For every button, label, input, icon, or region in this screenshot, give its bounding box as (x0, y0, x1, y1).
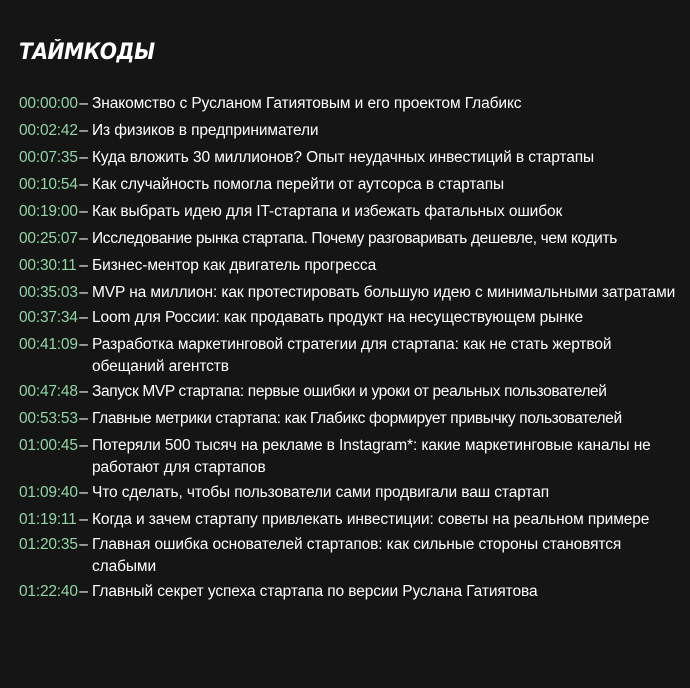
timecode-row[interactable] (19, 534, 684, 578)
separator-dash: – (79, 309, 88, 326)
chapter-title: Что сделать, чтобы пользователи сами продвигали ваш стартап (92, 484, 550, 501)
timecode-link[interactable]: 00:25:07 (19, 230, 78, 247)
chapter-title: Главные метрики стартапа: как Глабикс формирует привычку пользователей (92, 410, 622, 427)
separator-dash: – (79, 176, 88, 193)
chapter-title: Разработка маркетинговой стратегии для стартапа: как не стать жертвой обещаний агентств (92, 336, 612, 375)
chapter-title: Как выбрать идею для IT-стартапа и избежать фатальных ошибок (92, 203, 563, 220)
timecode-row[interactable] (19, 509, 684, 531)
chapter-title: Из физиков в предприниматели (92, 122, 319, 139)
chapter-title: Бизнес-ментор как двигатель прогресса (92, 257, 377, 274)
timecode-link[interactable]: 00:41:09 (19, 336, 78, 353)
timecode-link[interactable]: 01:09:40 (19, 484, 78, 501)
timecode-row[interactable] (19, 147, 684, 169)
timecode-row[interactable] (19, 201, 684, 223)
chapter-title: Когда и зачем стартапу привлекать инвестиции: советы на реальном примере (92, 511, 650, 528)
separator-dash: – (79, 383, 88, 400)
timecode-row[interactable] (19, 174, 684, 196)
timecode-link[interactable]: 01:00:45 (19, 437, 78, 454)
timecode-link[interactable]: 00:19:00 (19, 203, 78, 220)
timecode-link[interactable]: 01:19:11 (19, 511, 77, 528)
chapter-title: Главная ошибка основателей стартапов: как сильные стороны становятся слабыми (92, 536, 622, 575)
separator-dash: – (79, 203, 88, 220)
timecode-link[interactable]: 00:35:03 (19, 284, 78, 301)
timecode-row[interactable] (19, 307, 684, 329)
chapter-title: Как случайность помогла перейти от аутсорса в стартапы (92, 176, 505, 193)
timecode-link[interactable]: 00:47:48 (19, 383, 78, 400)
separator-dash: – (79, 583, 88, 600)
timecode-row[interactable] (19, 581, 684, 603)
separator-dash: – (79, 284, 88, 301)
timecode-link[interactable]: 01:20:35 (19, 536, 78, 553)
timecode-row[interactable] (19, 482, 684, 504)
timecode-row[interactable] (19, 228, 684, 250)
separator-dash: – (79, 95, 88, 112)
timecode-row[interactable] (19, 255, 684, 277)
timecode-link[interactable]: 01:22:40 (19, 583, 78, 600)
timecode-row[interactable] (19, 435, 684, 479)
chapter-title: Loom для России: как продавать продукт на несуществующем рынке (92, 309, 583, 326)
separator-dash: – (79, 257, 88, 274)
timecode-link[interactable]: 00:37:34 (19, 309, 78, 326)
separator-dash: – (79, 410, 88, 427)
chapter-title: Главный секрет успеха стартапа по версии Руслана Гатиятова (92, 583, 538, 600)
separator-dash: – (79, 437, 88, 454)
timecode-row[interactable] (19, 120, 684, 142)
timecode-row[interactable] (19, 334, 684, 378)
timecode-link[interactable]: 00:53:53 (19, 410, 78, 427)
timecode-link[interactable]: 00:30:11 (19, 257, 77, 274)
page-title: ТАЙМКОДЫ (19, 40, 155, 65)
timecode-row[interactable] (19, 408, 684, 430)
chapter-title: Потеряли 500 тысяч на рекламе в Instagram*: какие маркетинговые каналы не работают для стартапов (92, 437, 651, 476)
timecode-link[interactable]: 00:10:54 (19, 176, 78, 193)
timecode-row[interactable] (19, 93, 684, 115)
chapter-title: MVP на миллион: как протестировать большую идею с минимальными затратами (92, 284, 676, 301)
timecode-list (19, 93, 684, 608)
timecode-link[interactable]: 00:02:42 (19, 122, 78, 139)
separator-dash: – (79, 484, 88, 501)
timecode-row[interactable] (19, 282, 684, 304)
separator-dash: – (79, 122, 88, 139)
separator-dash: – (79, 230, 88, 247)
timecode-link[interactable]: 00:07:35 (19, 149, 78, 166)
chapter-title: Знакомство с Русланом Гатиятовым и его проектом Глабикс (92, 95, 522, 112)
timecode-link[interactable]: 00:00:00 (19, 95, 78, 112)
timecode-row[interactable] (19, 381, 684, 403)
chapter-title: Исследование рынка стартапа. Почему разговаривать дешевле, чем кодить (92, 230, 617, 247)
separator-dash: – (79, 336, 88, 353)
chapter-title: Куда вложить 30 миллионов? Опыт неудачных инвестиций в стартапы (92, 149, 595, 166)
separator-dash: – (79, 149, 88, 166)
separator-dash: – (79, 511, 88, 528)
chapter-title: Запуск MVP стартапа: первые ошибки и уроки от реальных пользователей (92, 383, 607, 400)
separator-dash: – (79, 536, 88, 553)
